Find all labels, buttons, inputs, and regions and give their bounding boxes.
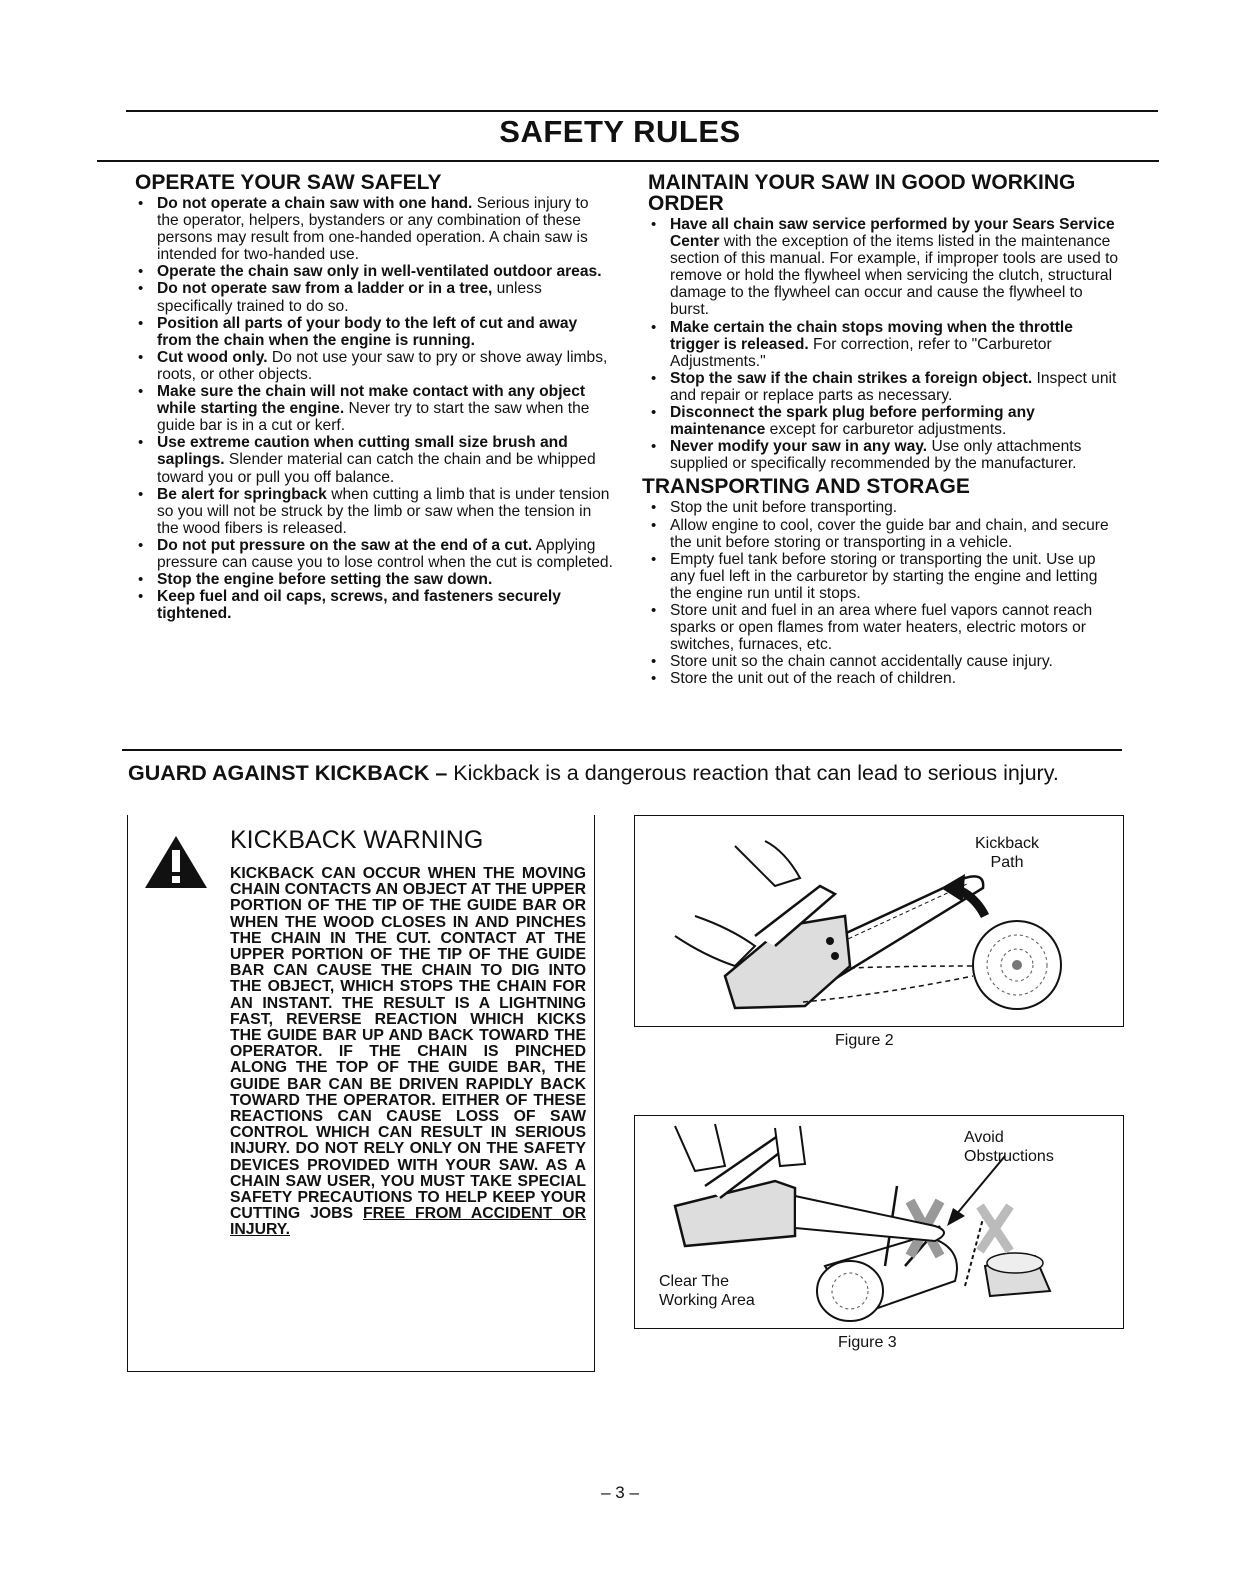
kickback-warning-text: KICKBACK CAN OCCUR WHEN THE MOVING CHAIN CONTACTS AN OBJECT AT THE UPPER PORTION OF THE TIP OF THE GUIDE BAR OR WHEN THE WOOD CLOSES IN AND PINCHES THE CHAIN IN THE CUT. CONTACT AT THE UPPER PORTION OF THE TIP OF THE GUIDE BAR CAN CAUSE THE CHAIN TO DIG INTO THE OBJECT, WHICH STOPS THE CHAIN FOR AN INSTANT. THE RESULT IS A LIGHTNING FAST, REVERSE REACTION WHICH KICKS THE GUIDE BAR UP AND BACK TOWARD THE OPERATOR. IF THE CHAIN IS PINCHED ALONG THE TOP OF THE GUIDE BAR, THE GUIDE BAR CAN BE DRIVEN RAPIDLY BACK TOWARD THE OPERATOR. EITHER OF THESE REACTIONS CAN CAUSE LOSS OF SAW CONTROL WHICH CAN RESULT IN SERIOUS INJURY. DO NOT RELY ONLY ON THE SAFETY DEVICES PROVIDED WITH YOUR SAW. AS A CHAIN SAW USER, YOU MUST TAKE SPECIAL SAFETY PRECAUTIONS TO HELP KEEP YOUR CUTTING JOBS <box>230 865 586 1223</box>
rule-item: • Store the unit out of the reach of children. <box>648 670 1122 687</box>
kickback-label-line2: Path <box>990 854 1024 871</box>
rule-item-text: Serious injury to the operator, helpers, bystanders or any combination of these persons may result from one-handed operation. A chain saw is intended for two-handed use. <box>157 195 589 264</box>
rule-item <box>135 537 613 571</box>
figure-2-caption: Figure 2 <box>835 1032 894 1049</box>
guard-rule <box>122 749 1122 751</box>
rule-item <box>135 315 613 349</box>
rule-item-text: Use only attachments supplied or specifically recommended by the manufacturer. <box>670 438 1082 473</box>
transport-heading: TRANSPORTING AND STORAGE <box>642 475 970 499</box>
clear-working-area-label <box>659 1272 755 1310</box>
rule-item-text: when cutting a limb that is under tension so you will not be struck by the limb or saw when the tension in the wood fibers is released. <box>157 485 610 537</box>
rule-item: • Empty fuel tank before storing or transporting the unit. Use up any fuel left in the carburetor by starting the engine and letting the engine run until it stops. <box>648 551 1122 602</box>
rule-item-text: For correction, refer to "Carburetor Adjustments." <box>670 335 1052 370</box>
rule-item <box>648 319 1122 370</box>
figure-3-caption: Figure 3 <box>838 1334 897 1351</box>
left-rule-list <box>135 195 613 622</box>
rule-item-emphasis: Have all chain saw service performed by your Sears Service Center <box>670 216 1115 251</box>
transport-rule-list <box>648 499 1122 687</box>
title-underline <box>97 160 1159 162</box>
page-title: SAFETY RULES <box>499 114 741 149</box>
rule-item <box>135 434 613 485</box>
avoid-label-line1: Avoid <box>964 1129 1004 1146</box>
rule-item-emphasis: Make certain the chain stops moving when the throttle trigger is released. <box>670 318 1073 353</box>
kickback-warning-end: FREE FROM ACCIDENT OR INJURY. <box>230 1205 587 1239</box>
right-heading: MAINTAIN YOUR SAW IN GOOD WORKING ORDER <box>648 171 1076 215</box>
avoid-label-line2: Obstructions <box>964 1148 1054 1165</box>
rule-item <box>135 588 613 622</box>
top-rule <box>126 110 1158 112</box>
right-column <box>642 171 1122 688</box>
left-column <box>135 172 613 622</box>
rule-item-text: unless specifically trained to do so. <box>157 280 542 315</box>
rule-item-text: except for carburetor adjustments. <box>765 421 1007 439</box>
warning-triangle-icon <box>143 834 209 890</box>
rule-item <box>648 438 1122 472</box>
clear-label-line1: Clear The <box>659 1273 729 1290</box>
rule-item-emphasis: Disconnect the spark plug before performing any maintenance <box>670 404 1035 439</box>
guard-kickback-text: Kickback is a dangerous reaction that can lead to serious injury. <box>447 761 1059 785</box>
kickback-path-label <box>975 834 1039 872</box>
rule-item: • Store unit and fuel in an area where fuel vapors cannot reach sparks or open flames from water heaters, electric motors or switches, furnaces, etc. <box>648 602 1122 653</box>
rule-item: • Store unit so the chain cannot accidentally cause injury. <box>648 653 1122 670</box>
kickback-path-illustration <box>635 816 1121 1024</box>
rule-item: • Allow engine to cool, cover the guide bar and chain, and secure the unit before storing or transporting in a vehicle. <box>648 517 1122 551</box>
rule-item <box>135 486 613 537</box>
rule-item-emphasis: Make sure the chain will not make contact with any object while starting the engine. <box>157 383 586 418</box>
rule-item-emphasis: Operate the chain saw only in well-ventilated outdoor areas. <box>157 263 602 281</box>
rule-item <box>135 280 613 314</box>
guard-kickback-line <box>128 761 1059 786</box>
rule-item-text: Do not use your saw to pry or shove away limbs, roots, or other objects. <box>157 348 608 383</box>
left-heading: OPERATE YOUR SAW SAFELY <box>135 171 442 194</box>
rule-item-text: Applying pressure can cause you to lose control when the cut is completed. <box>157 536 613 571</box>
figure-2-frame <box>634 815 1124 1027</box>
rule-item-text: Inspect unit and repair or replace parts as necessary. <box>670 369 1117 404</box>
rule-item-text: with the exception of the items listed in the maintenance section of this manual. For example, if improper tools are used to remove or hold the flywheel when servicing the clutch, structural damage to the flywheel can occur and cause the flywheel to burst. <box>670 233 1119 319</box>
kickback-warning-body <box>230 866 586 1239</box>
rule-item <box>648 370 1122 404</box>
clear-label-line2: Working Area <box>659 1292 755 1309</box>
rule-item-text: Slender material can catch the chain and be whipped toward you or pull you off balance. <box>157 451 596 486</box>
rule-item-emphasis: Do not operate saw from a ladder or in a tree, <box>157 280 493 298</box>
rule-item <box>648 404 1122 438</box>
guard-kickback-heading: GUARD AGAINST KICKBACK – <box>128 761 448 785</box>
avoid-obstructions-label <box>964 1128 1054 1166</box>
rule-item-emphasis: Stop the saw if the chain strikes a foreign object. <box>670 369 1033 387</box>
figure-3-frame <box>634 1115 1124 1329</box>
rule-item-emphasis: Keep fuel and oil caps, screws, and fasteners securely tightened. <box>157 588 561 623</box>
kickback-warning-title: KICKBACK WARNING <box>230 826 484 854</box>
rule-item-emphasis: Stop the engine before setting the saw down. <box>157 571 493 589</box>
rule-item-emphasis: Never modify your saw in any way. <box>670 438 928 456</box>
rule-item-text: Never try to start the saw when the guide bar is in a cut or kerf. <box>157 400 590 435</box>
rule-item-emphasis: Be alert for springback <box>157 485 327 503</box>
rule-item-emphasis: Position all parts of your body to the left of cut and away from the chain when the engine is running. <box>157 314 578 349</box>
kickback-label-line1: Kickback <box>975 835 1040 852</box>
rule-item: • Stop the unit before transporting. <box>648 499 1122 516</box>
rule-item <box>135 383 613 434</box>
rule-item-emphasis: Cut wood only. <box>157 348 268 366</box>
rule-item-emphasis: Do not put pressure on the saw at the end of a cut. <box>157 536 533 554</box>
rule-item <box>135 349 613 383</box>
rule-item <box>135 263 613 280</box>
rule-item-emphasis: Use extreme caution when cutting small size brush and saplings. <box>157 434 568 469</box>
page-number: – 3 – <box>601 1483 639 1502</box>
rule-item <box>648 216 1122 319</box>
maintain-rule-list <box>648 216 1122 472</box>
rule-item <box>135 571 613 588</box>
rule-item-emphasis: Do not operate a chain saw with one hand. <box>157 195 473 212</box>
rule-item <box>135 195 613 263</box>
